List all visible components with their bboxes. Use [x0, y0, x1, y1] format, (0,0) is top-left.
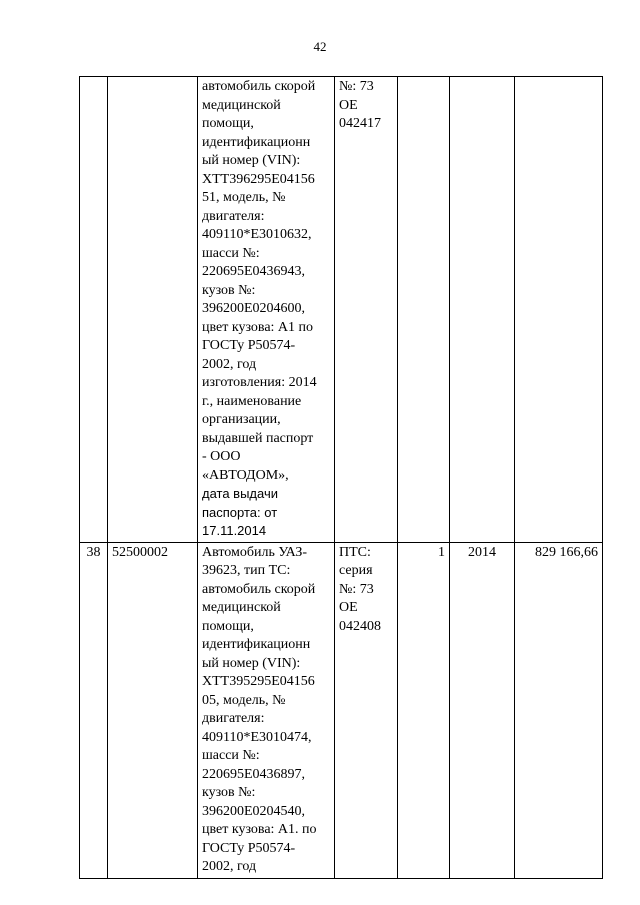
description-line: двигателя: [202, 208, 265, 224]
description-line: 396200Е0204600, [202, 301, 306, 316]
table-row [80, 77, 603, 543]
description-line: медицинской [202, 600, 281, 615]
description-line: шасси №: [202, 748, 260, 763]
document-line: 042408 [339, 618, 381, 634]
description-line: ХТТ395295Е04156 [202, 674, 315, 689]
description-line: двигателя: [202, 711, 265, 726]
description-line: помощи, [202, 116, 254, 131]
description-line: ый номер (VIN): [202, 655, 301, 671]
inventory-number [108, 77, 198, 543]
description-line: 51, модель, № [202, 190, 286, 205]
description-line: Автомобиль УАЗ- [202, 544, 308, 560]
document-line: ПТС: [339, 544, 371, 560]
description-line: 220695Е0436897, [202, 766, 306, 782]
description-line: цвет кузова: А1. по [202, 822, 317, 837]
description-line: медицинской [202, 97, 281, 113]
quantity [398, 77, 450, 543]
registration-document [335, 542, 398, 878]
description-line: 396200Е0204540, [202, 803, 306, 819]
quantity: 1 [398, 542, 450, 878]
asset-description [198, 77, 335, 543]
description-line: автомобиль скорой [202, 79, 316, 94]
table-row [80, 542, 603, 878]
document-line: серия [339, 563, 373, 578]
inventory-number: 52500002 [108, 542, 198, 878]
book-value [515, 77, 603, 543]
description-line: ГОСТу Р50574- [202, 840, 296, 856]
passport-date-line: 17.11.2014 [202, 523, 267, 538]
description-line: идентификационн [202, 134, 311, 150]
description-line: цвет кузова: А1 по [202, 319, 314, 335]
description-line: выдавшей паспорт [202, 430, 314, 446]
book-value: 829 166,66 [515, 542, 603, 878]
description-line: помощи, [202, 618, 254, 634]
description-line: ый номер (VIN): [202, 153, 301, 168]
description-line: 409110*Е3010474, [202, 729, 312, 745]
description-line: 409110*Е3010632, [202, 227, 312, 242]
row-index [80, 77, 108, 543]
year: 2014 [450, 542, 515, 878]
page-number: 42 [313, 39, 327, 54]
description-line: кузов №: [202, 785, 256, 800]
description-line: организации, [202, 412, 281, 427]
asset-registry-table [79, 76, 603, 879]
description-line: 2002, год [202, 356, 257, 372]
description-line: 39623, тип ТС: [202, 563, 291, 578]
registration-document [335, 77, 398, 543]
document-line: ОЕ [339, 97, 358, 113]
description-line: шасси №: [202, 245, 260, 261]
passport-date-line: дата выдачи [202, 486, 278, 501]
description-line: изготовления: 2014 [202, 375, 317, 390]
description-line: г., наименование [202, 393, 302, 409]
year [450, 77, 515, 543]
document-line: №: 73 [339, 581, 374, 597]
description-line: ГОСТу Р50574- [202, 338, 296, 353]
document-line: №: 73 [339, 79, 374, 94]
description-line: кузов №: [202, 282, 256, 298]
description-line: 05, модель, № [202, 692, 286, 708]
document-line: ОЕ [339, 600, 358, 615]
document-line: 042417 [339, 116, 381, 131]
description-line: 2002, год [202, 859, 257, 874]
description-line: автомобиль скорой [202, 581, 316, 597]
row-index: 38 [80, 542, 108, 878]
passport-date-line: паспорта: от [202, 504, 278, 520]
asset-description [198, 542, 335, 878]
description-line: идентификационн [202, 637, 311, 652]
description-line: - ООО [202, 449, 241, 464]
description-line: ХТТ396295Е04156 [202, 171, 315, 187]
description-line: «АВТОДОМ», [202, 467, 289, 483]
description-line: 220695Е0436943, [202, 264, 306, 279]
